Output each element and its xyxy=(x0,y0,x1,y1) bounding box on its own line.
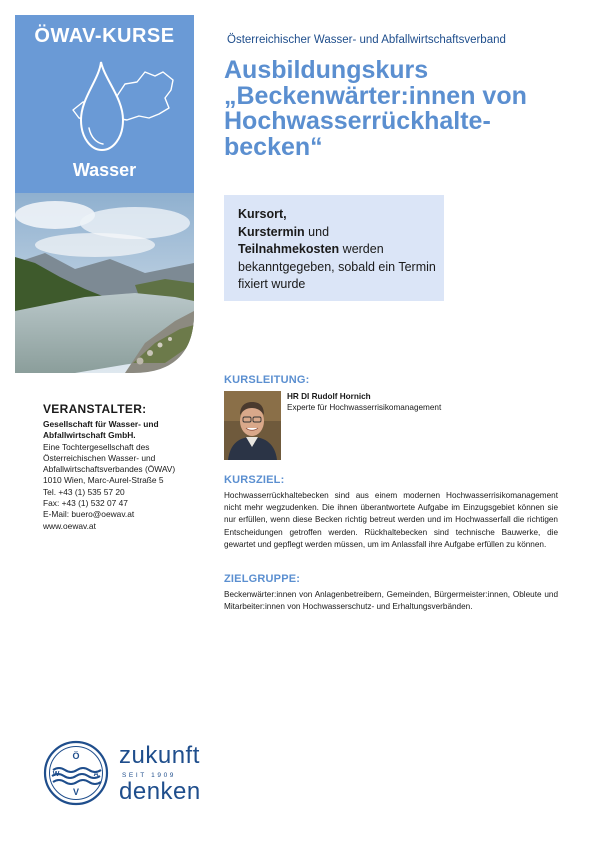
course-title-line: becken“ xyxy=(224,132,323,161)
organizer-line: Abfallwirtschaftsverbandes (ÖWAV) xyxy=(43,464,176,475)
seal-letter: V xyxy=(72,787,80,797)
kursleitung-heading: KURSLEITUNG: xyxy=(224,374,310,386)
info-and: und xyxy=(304,224,330,239)
brand-title: ÖWAV-KURSE xyxy=(34,25,175,47)
organizer-address: 1010 Wien, Marc-Aurel-Straße 5 xyxy=(43,475,164,486)
association-name: Österreichischer Wasser- und Abfallwirtschaftsverband xyxy=(227,34,506,46)
tagline-word-denken: denken xyxy=(119,778,201,805)
seal-letter: W xyxy=(52,771,60,778)
water-drop-austria-map-icon xyxy=(55,58,180,156)
kursziel-heading: KURSZIEL: xyxy=(224,474,285,486)
course-title-line: „Beckenwärter:innen von xyxy=(224,81,527,110)
info-kursort: Kursort, xyxy=(238,207,287,221)
organizer-website[interactable]: www.oewav.at xyxy=(43,520,96,531)
organizer-email[interactable]: E-Mail: buero@oewav.at xyxy=(43,509,135,520)
organizer-block xyxy=(43,419,203,532)
course-title-line: Ausbildungskurs xyxy=(224,56,429,84)
seal-letter: Ö xyxy=(72,751,80,761)
kursziel-text: Hochwasserrückhaltebecken sind aus einem modernen Hochwasserrisikomanagement nicht mehr wegzudenken. Die ihnen überantwortete Aufgabe im Einzugsgebiet können sie nur erfüllen, wenn diese Becken richtig betreut werden und im Hochwasserfall die richtigen Entscheidungen getroffen werden. Rückhaltebecken sind technische Bauwerke, die gewartet und gepflegt werden müssen, um im Anlassfall ihre Aufgabe erfüllen zu können. xyxy=(224,491,558,549)
tagline-word-zukunft: zukunft xyxy=(119,742,200,769)
zielgruppe-text: Beckenwärter:innen von Anlagenbetreibern, Gemeinden, Bürgermeister:innen, Obleute und Mitarbeiter:innen von Hochwasserschutz- und Erhaltungsverbänden. xyxy=(224,590,558,612)
oewav-seal-logo xyxy=(43,740,109,806)
organizer-line: Österreichischen Wasser- und xyxy=(43,452,156,463)
instructor-name: HR DI Rudolf Hornich xyxy=(287,392,371,401)
brand-subtitle: Wasser xyxy=(72,160,137,180)
info-teilnahmekosten: Teilnahmekosten xyxy=(238,242,340,256)
info-text xyxy=(238,206,438,294)
tagline-since: SEIT 1909 xyxy=(122,772,176,779)
seal-letter: A xyxy=(93,771,99,778)
info-rest: werden bekanntgegeben, sobald ein Termin fixiert wurde xyxy=(238,242,436,291)
organizer-name: Gesellschaft für Wasser- und xyxy=(43,419,159,429)
organizer-name: Abfallwirtschaft GmbH. xyxy=(43,430,136,441)
instructor-portrait xyxy=(224,391,281,460)
organizer-fax: Fax: +43 (1) 532 07 47 xyxy=(43,498,128,509)
organizer-phone: Tel. +43 (1) 535 57 20 xyxy=(43,486,125,497)
instructor-role: Experte für Hochwasserrisikomanagement xyxy=(287,403,442,412)
zielgruppe-heading: ZIELGRUPPE: xyxy=(224,573,301,585)
course-title-line: Hochwasserrückhalte- xyxy=(224,107,491,135)
course-title xyxy=(224,58,574,160)
river-landscape-photo xyxy=(15,193,194,373)
organizer-line: Eine Tochtergesellschaft des xyxy=(43,441,150,452)
organizer-heading: VERANSTALTER: xyxy=(43,402,147,416)
info-kurstermin: Kurstermin xyxy=(238,224,305,239)
